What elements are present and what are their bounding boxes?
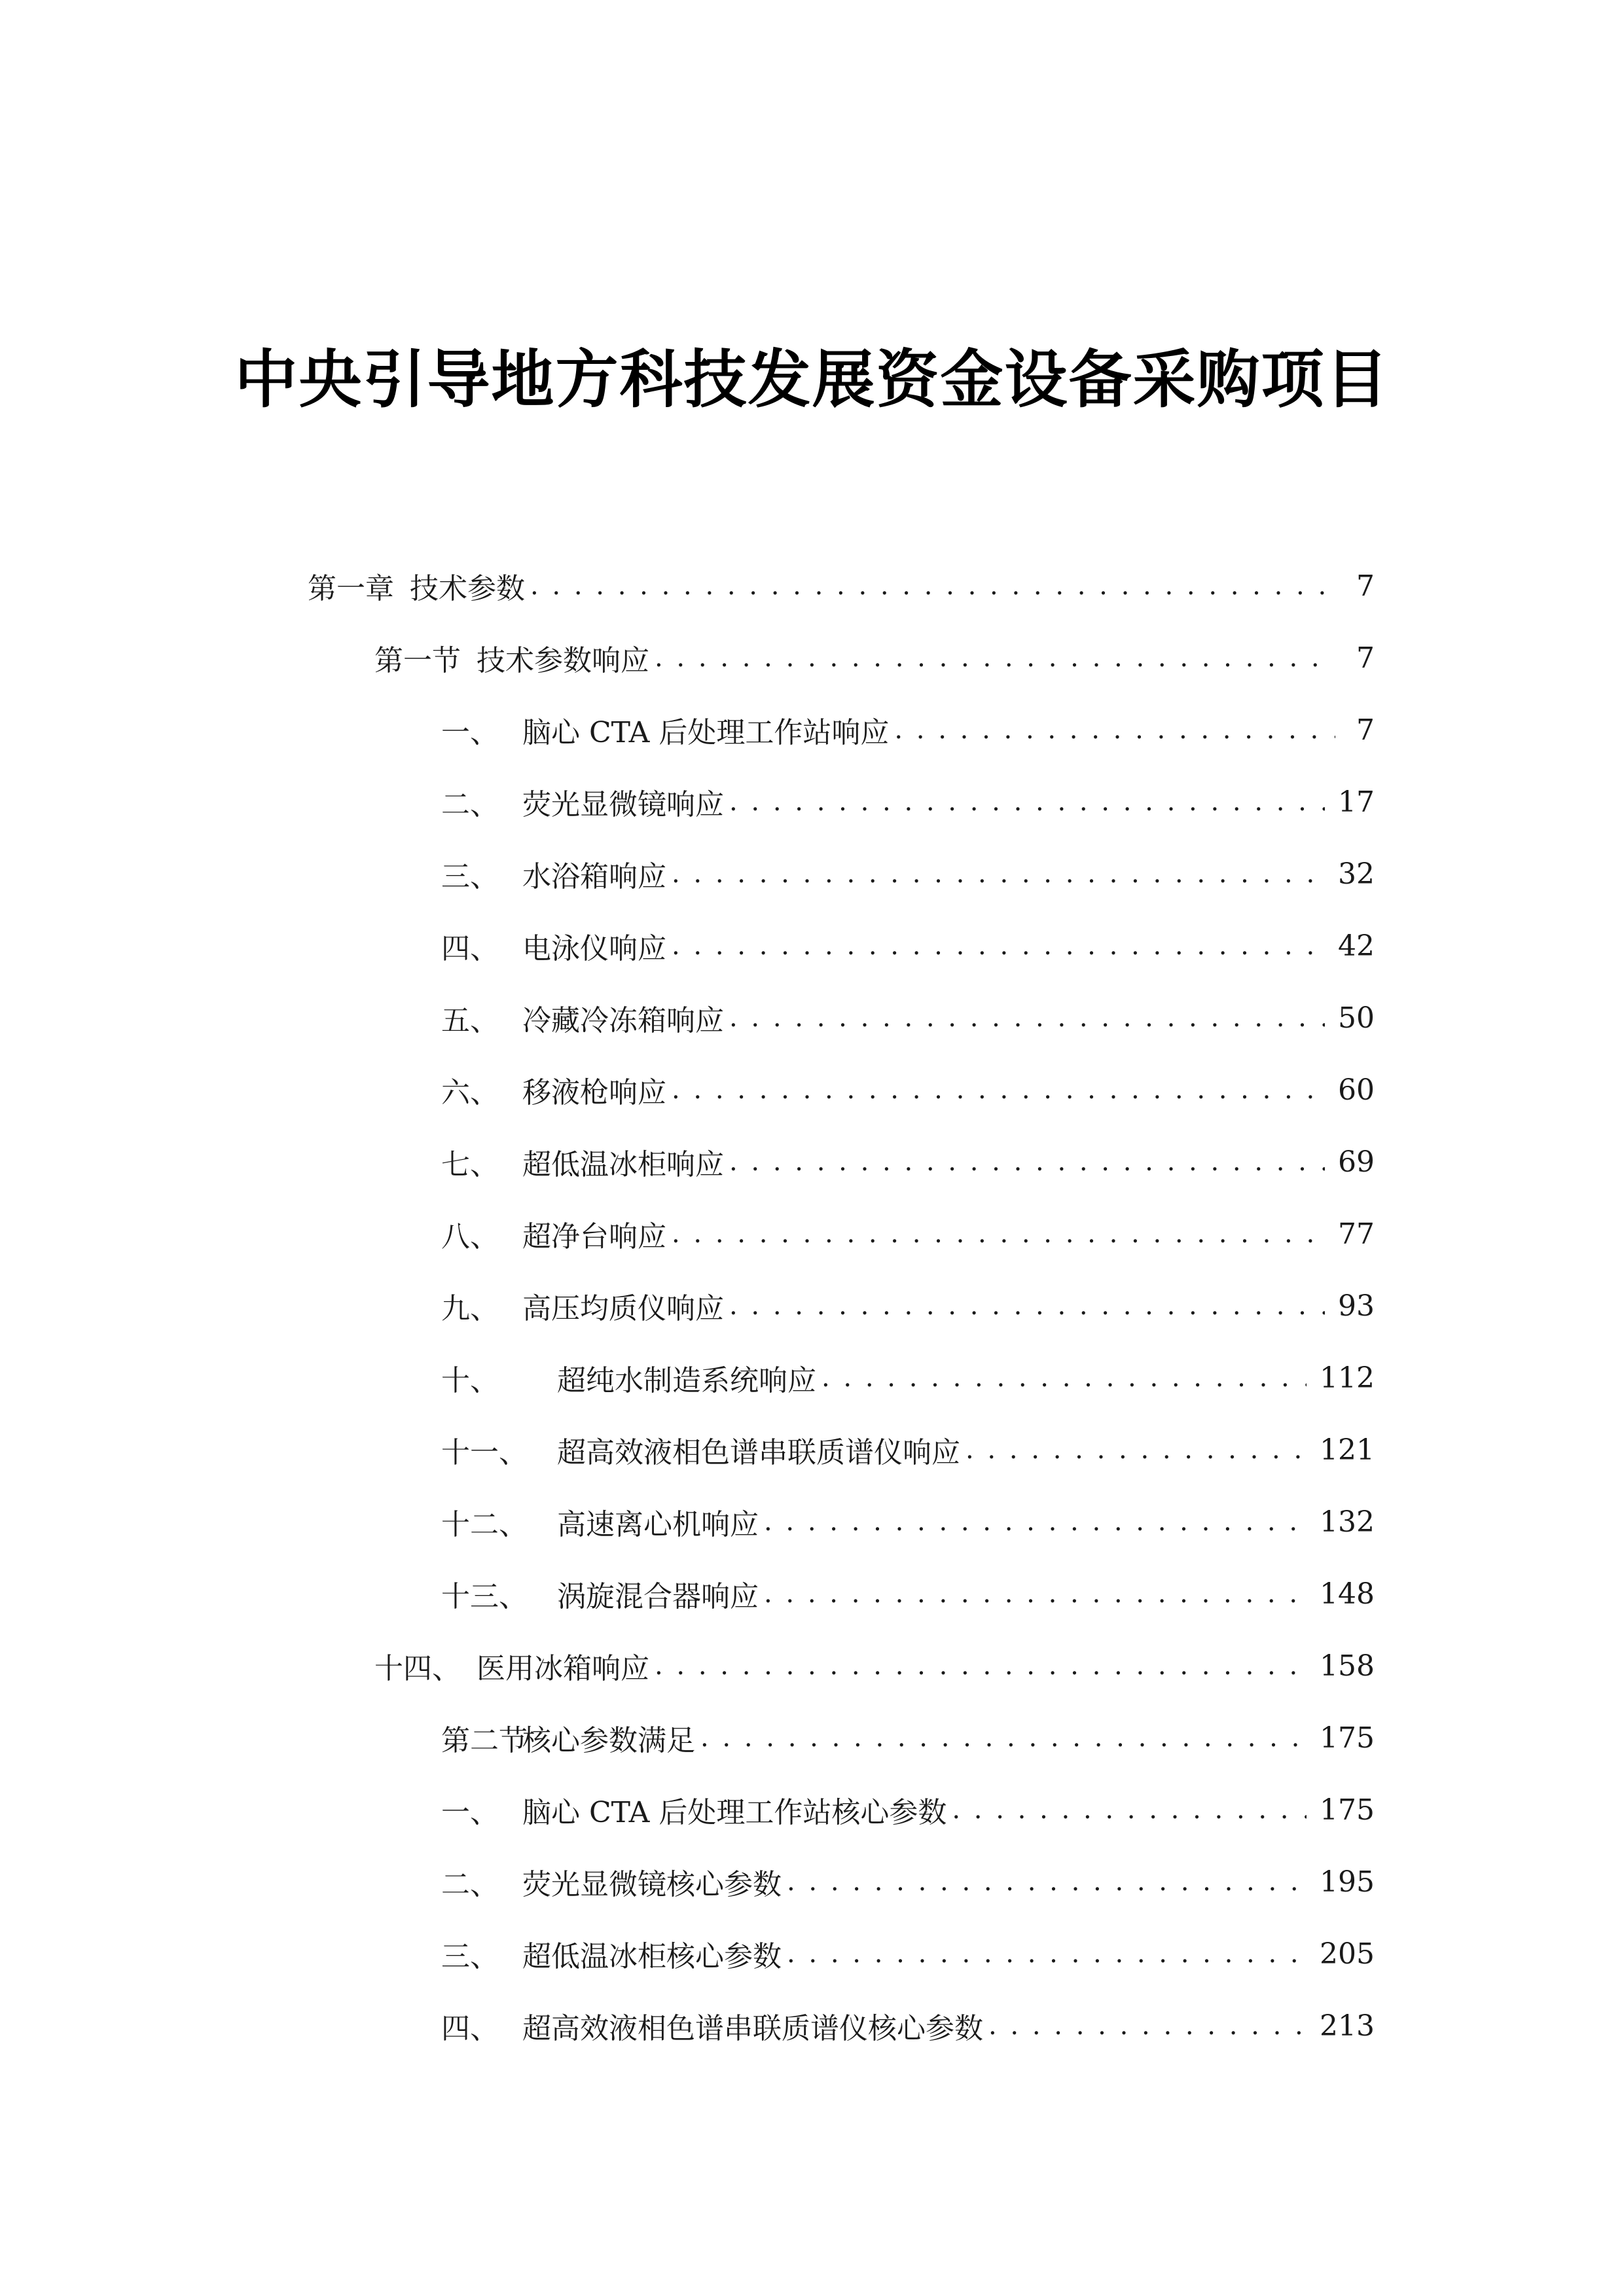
table-of-contents: [0, 550, 1624, 2121]
toc-entry-number: 四、: [441, 2012, 499, 2045]
toc-entry[interactable]: [441, 1702, 1375, 1774]
toc-entry-number: 三、: [441, 860, 499, 893]
toc-entry-title: 核心参数满足: [522, 1724, 695, 1757]
dot-leader: [672, 1075, 1325, 1104]
toc-entry[interactable]: [441, 838, 1375, 910]
toc-entry[interactable]: [441, 1414, 1375, 1486]
toc-entry-page: 148: [1320, 1577, 1375, 1611]
dot-leader: [729, 1003, 1325, 1032]
toc-entry-number: 一、: [441, 1796, 499, 1829]
toc-entry[interactable]: [441, 910, 1375, 982]
toc-entry-page: 32: [1338, 857, 1375, 891]
toc-entry[interactable]: [374, 622, 1375, 694]
toc-entry-title: 涡旋混合器响应: [557, 1580, 759, 1613]
toc-entry-title: 技术参数: [410, 572, 525, 605]
toc-entry-number: 九、: [441, 1292, 499, 1325]
toc-entry-page: 69: [1338, 1145, 1375, 1179]
toc-entry-title: 医用冰箱响应: [477, 1652, 649, 1685]
toc-entry-title: 超低温冰柜响应: [522, 1148, 724, 1181]
toc-entry-number: 四、: [441, 932, 499, 965]
dot-leader: [787, 1867, 1307, 1896]
dot-leader: [988, 2011, 1307, 2040]
toc-entry-number: 十、: [441, 1364, 499, 1397]
toc-entry[interactable]: [441, 1198, 1375, 1270]
dot-leader: [729, 1147, 1325, 1176]
dot-leader: [672, 931, 1325, 960]
toc-entry-number: 十四、: [374, 1652, 461, 1685]
toc-entry[interactable]: [441, 982, 1375, 1054]
dot-leader: [894, 715, 1335, 744]
toc-entry-title: 电泳仪响应: [522, 932, 666, 965]
toc-entry-page: 7: [1356, 713, 1375, 747]
dot-leader: [787, 1939, 1307, 1968]
toc-entry[interactable]: [441, 1486, 1375, 1558]
toc-entry-page: 175: [1320, 1721, 1375, 1755]
toc-entry-number: 十二、: [441, 1508, 528, 1541]
toc-entry-title: 脑心 CTA 后处理工作站响应: [522, 716, 890, 749]
toc-entry-page: 7: [1356, 641, 1375, 675]
toc-entry-title: 技术参数响应: [477, 644, 649, 677]
toc-entry-number: 六、: [441, 1076, 499, 1109]
toc-entry-title: 高速离心机响应: [557, 1508, 759, 1541]
toc-entry-number: 三、: [441, 1940, 499, 1973]
toc-entry-title: 移液枪响应: [522, 1076, 666, 1109]
dot-leader: [655, 1651, 1307, 1680]
toc-entry-page: 205: [1320, 1937, 1375, 1971]
toc-entry[interactable]: [374, 1630, 1375, 1702]
toc-entry-number: 十三、: [441, 1580, 528, 1613]
toc-entry-number: 一、: [441, 716, 499, 749]
toc-entry-title: 超高效液相色谱串联质谱仪核心参数: [522, 2012, 983, 2045]
toc-entry-page: 158: [1320, 1649, 1375, 1683]
dot-leader: [965, 1435, 1307, 1464]
toc-entry[interactable]: [441, 1270, 1375, 1342]
dot-leader: [821, 1363, 1307, 1392]
toc-entry-title: 高压均质仪响应: [522, 1292, 724, 1325]
toc-entry-page: 7: [1356, 569, 1375, 603]
toc-entry[interactable]: [441, 1990, 1375, 2062]
toc-entry[interactable]: [441, 1918, 1375, 1990]
toc-entry[interactable]: [441, 1846, 1375, 1918]
dot-leader: [729, 787, 1325, 816]
toc-entry-page: 132: [1320, 1505, 1375, 1539]
toc-entry-page: 17: [1338, 785, 1375, 819]
dot-leader: [764, 1507, 1307, 1536]
toc-entry[interactable]: [441, 766, 1375, 838]
toc-entry-number: 七、: [441, 1148, 499, 1181]
toc-entry-title: 荧光显微镜响应: [522, 788, 724, 821]
toc-entry-page: 50: [1338, 1001, 1375, 1035]
toc-entry-page: 175: [1320, 1793, 1375, 1827]
dot-leader: [655, 643, 1335, 672]
toc-entry-number: 第一节: [374, 644, 461, 677]
toc-entry-page: 213: [1320, 2009, 1375, 2043]
toc-entry-title: 超高效液相色谱串联质谱仪响应: [557, 1436, 960, 1469]
toc-entry-number: 第二节: [441, 1724, 528, 1757]
dot-leader: [672, 1219, 1325, 1248]
toc-entry-title: 荧光显微镜核心参数: [522, 1868, 782, 1901]
toc-entry-title: 脑心 CTA 后处理工作站核心参数: [522, 1796, 947, 1829]
toc-entry-title: 超低温冰柜核心参数: [522, 1940, 782, 1973]
dot-leader: [530, 571, 1335, 600]
toc-entry[interactable]: [441, 1774, 1375, 1846]
document-title: 中央引导地方科技发展资金设备采购项目: [234, 343, 1390, 416]
toc-entry-number: 十一、: [441, 1436, 528, 1469]
toc-entry-number: 二、: [441, 1868, 499, 1901]
toc-entry-number: 第一章: [308, 572, 394, 605]
toc-entry[interactable]: [441, 1558, 1375, 1630]
toc-entry[interactable]: [441, 1126, 1375, 1198]
dot-leader: [764, 1579, 1307, 1608]
toc-entry[interactable]: [441, 694, 1375, 766]
dot-leader: [672, 859, 1325, 888]
toc-entry-page: 60: [1338, 1073, 1375, 1107]
toc-entry-number: 二、: [441, 788, 499, 821]
toc-entry[interactable]: [308, 550, 1375, 622]
toc-entry-page: 112: [1320, 1361, 1375, 1395]
toc-entry-number: 五、: [441, 1004, 499, 1037]
toc-entry-title: 超纯水制造系统响应: [557, 1364, 816, 1397]
dot-leader: [729, 1291, 1325, 1320]
toc-entry-page: 195: [1320, 1865, 1375, 1899]
toc-entry[interactable]: [441, 1342, 1375, 1414]
toc-entry-page: 121: [1320, 1433, 1375, 1467]
toc-entry-title: 冷藏冷冻箱响应: [522, 1004, 724, 1037]
toc-entry-page: 77: [1338, 1217, 1375, 1251]
dot-leader: [952, 1795, 1307, 1824]
toc-entry-title: 超净台响应: [522, 1220, 666, 1253]
toc-entry-page: 42: [1338, 929, 1375, 963]
toc-entry[interactable]: [441, 1054, 1375, 1126]
toc-entry-page: 93: [1338, 1289, 1375, 1323]
toc-entry-title: 水浴箱响应: [522, 860, 666, 893]
toc-entry-number: 八、: [441, 1220, 499, 1253]
dot-leader: [700, 1723, 1307, 1752]
